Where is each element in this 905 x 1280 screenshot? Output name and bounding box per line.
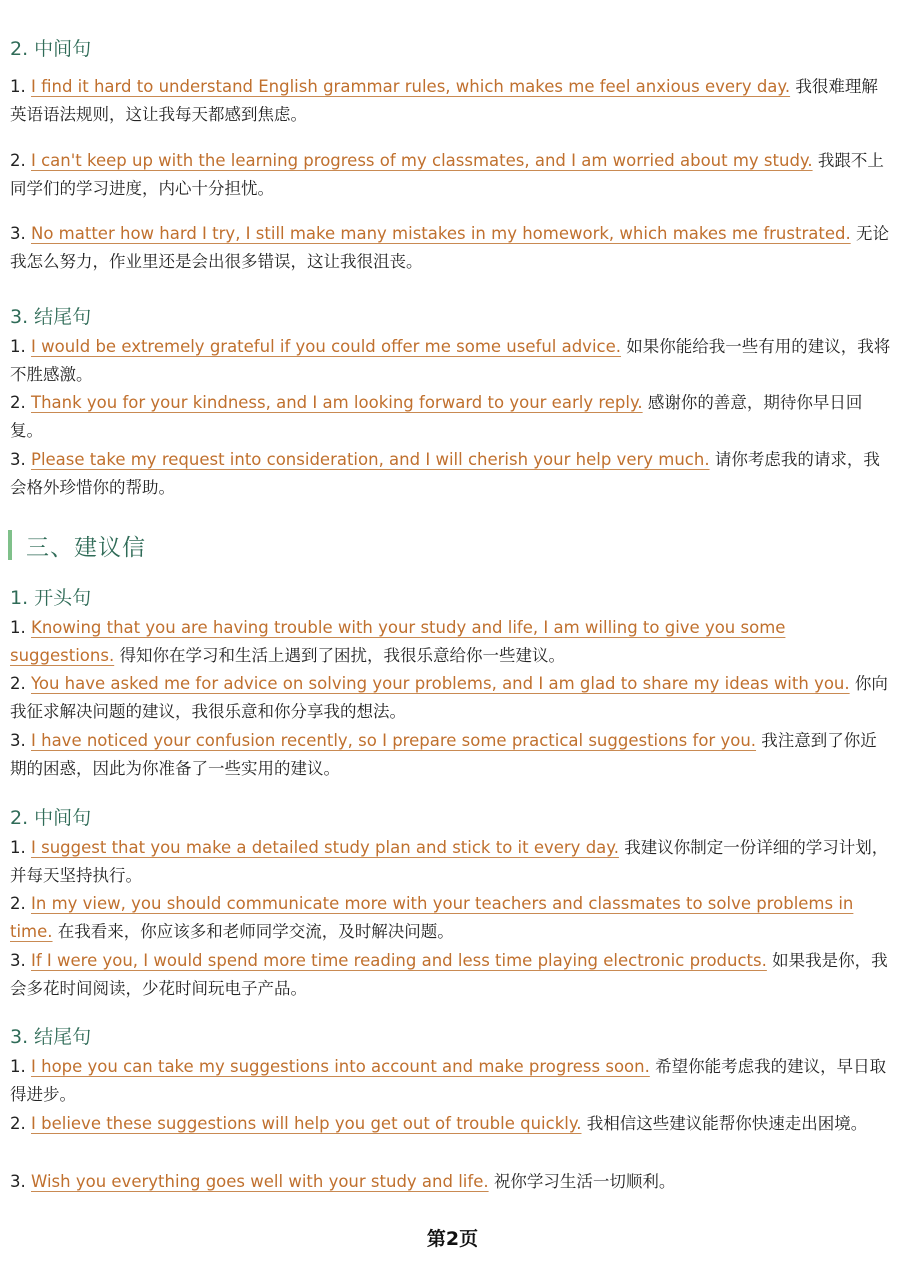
english-sentence: You have asked me for advice on solving your problems, and I am glad to share my ideas with you. [31,674,850,693]
chinese-translation: 我很难理解英语语法规则，这让我每天都感到焦虑。 [10,77,878,124]
list-item: 2. Thank you for your kindness, and I am looking forward to your early reply. 感谢你的善意，期待你早日回复。 [10,393,863,440]
english-sentence: Wish you everything goes well with your study and life. [31,1172,489,1191]
chinese-translation: 如果我是你，我会多花时间阅读，少花时间玩电子产品。 [10,951,888,998]
english-sentence: No matter how hard I try, I still make many mistakes in my homework, which makes me frustrated. [31,224,851,243]
english-sentence: I would be extremely grateful if you could offer me some useful advice. [31,337,622,356]
list-item: 2. In my view, you should communicate more with your teachers and classmates to solve problems in time. 在我看来，你应该多和老师同学交流，及时解决问题。 [10,894,854,941]
list-item: 1. I would be extremely grateful if you could offer me some useful advice. 如果你能给我一些有用的建议，我将不胜感激。 [10,337,891,384]
list-item: 2. I believe these suggestions will help you get out of trouble quickly. 我相信这些建议能帮你快速走出困境。 [10,1114,868,1133]
list-item: 3. No matter how hard I try, I still make many mistakes in my homework, which makes me frustrated. 无论我怎么努力，作业里还是会出很多错误，这让我很沮丧。 [10,224,889,271]
list-item: 2. You have asked me for advice on solving your problems, and I am glad to share my ideas with you. 你向我征求解决问题的建议，我很乐意和你分享我的想法。 [10,674,888,721]
chinese-translation: 我注意到了你近期的困惑，因此为你准备了一些实用的建议。 [10,731,877,778]
section-accent-bar [8,530,12,560]
list-item: 1. I suggest that you make a detailed study plan and stick to it every day. 我建议你制定一份详细的学习计划，并每天坚持执行。 [10,838,889,885]
english-sentence: Thank you for your kindness, and I am looking forward to your early reply. [31,393,643,412]
list-item: 3. Please take my request into consideration, and I will cherish your help very much. 请你考虑我的请求，我会格外珍惜你的帮助。 [10,450,880,497]
chinese-translation: 我相信这些建议能帮你快速走出困境。 [586,1114,868,1133]
chinese-translation: 祝你学习生活一切顺利。 [493,1172,676,1191]
section-heading [8,528,146,562]
list-item: 3. Wish you everything goes well with your study and life. 祝你学习生活一切顺利。 [10,1172,676,1191]
subheading-ending: 3. 结尾句 [10,306,92,328]
subheading-middle: 2. 中间句 [10,807,92,829]
chinese-translation: 感谢你的善意，期待你早日回复。 [10,393,863,440]
section-title: 三、建议信 [26,534,146,561]
chinese-translation: 你向我征求解决问题的建议，我很乐意和你分享我的想法。 [10,674,888,721]
chinese-translation: 无论我怎么努力，作业里还是会出很多错误，这让我很沮丧。 [10,224,889,271]
list-item: 1. Knowing that you are having trouble with your study and life, I am willing to give you some suggestions. 得知你在学习和生活上遇到了困扰，我很乐意给你一些建议。 [10,618,786,665]
chinese-translation: 我建议你制定一份详细的学习计划，并每天坚持执行。 [10,838,889,885]
english-sentence: I have noticed your confusion recently, so I prepare some practical suggestions for you. [31,731,757,750]
chinese-translation: 得知你在学习和生活上遇到了困扰，我很乐意给你一些建议。 [119,646,565,665]
chinese-translation: 希望你能考虑我的建议，早日取得进步。 [10,1057,887,1104]
list-item: 1. I find it hard to understand English grammar rules, which makes me feel anxious every day. 我很难理解英语语法规则，这让我每天都感到焦虑。 [10,77,878,124]
subheading-middle: 2. 中间句 [10,38,92,60]
list-item: 1. I hope you can take my suggestions into account and make progress soon. 希望你能考虑我的建议，早日取得进步。 [10,1057,887,1104]
chinese-translation: 我跟不上同学们的学习进度，内心十分担忧。 [10,151,884,198]
list-item: 3. If I were you, I would spend more time reading and less time playing electronic products. 如果我是你，我会多花时间阅读，少花时间玩电子产品。 [10,951,888,998]
english-sentence: I suggest that you make a detailed study plan and stick to it every day. [31,838,619,857]
english-sentence: Please take my request into consideration, and I will cherish your help very much. [31,450,710,469]
english-sentence: I find it hard to understand English grammar rules, which makes me feel anxious every day. [31,77,791,96]
chinese-translation: 在我看来，你应该多和老师同学交流，及时解决问题。 [57,922,454,941]
english-sentence: Knowing that you are having trouble with your study and life, I am willing to give you some suggestions. [10,618,786,665]
english-sentence: If I were you, I would spend more time reading and less time playing electronic products. [31,951,767,970]
english-sentence: I believe these suggestions will help you get out of trouble quickly. [31,1114,582,1133]
chinese-translation: 如果你能给我一些有用的建议，我将不胜感激。 [10,337,891,384]
subheading-ending: 3. 结尾句 [10,1026,92,1048]
english-sentence: In my view, you should communicate more with your teachers and classmates to solve problems in time. [10,894,854,941]
english-sentence: I can't keep up with the learning progress of my classmates, and I am worried about my study. [31,151,813,170]
subheading-opening: 1. 开头句 [10,587,92,609]
chinese-translation: 请你考虑我的请求，我会格外珍惜你的帮助。 [10,450,880,497]
english-sentence: I hope you can take my suggestions into account and make progress soon. [31,1057,650,1076]
list-item: 3. I have noticed your confusion recently, so I prepare some practical suggestions for you. 我注意到了你近期的困惑，因此为你准备了一些实用的建议。 [10,731,877,778]
page-number: 第2页 [426,1228,479,1250]
list-item: 2. I can't keep up with the learning progress of my classmates, and I am worried about my study. 我跟不上同学们的学习进度，内心十分担忧。 [10,151,884,198]
